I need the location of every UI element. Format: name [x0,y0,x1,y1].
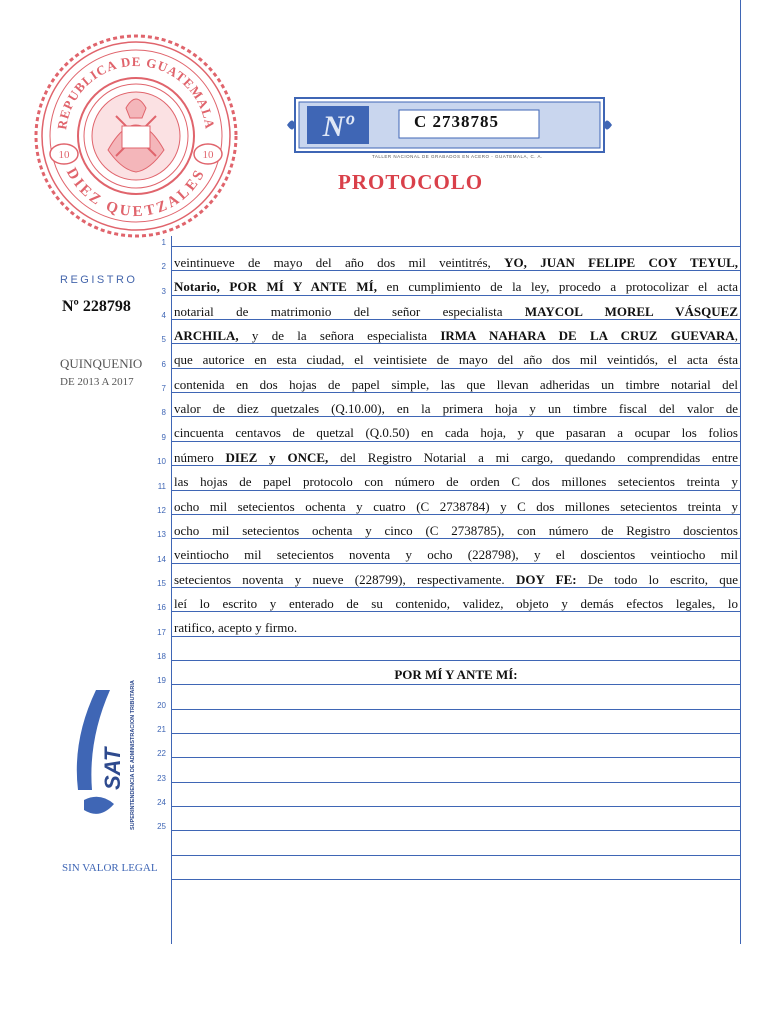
line-number: 11 [157,481,166,491]
rule-line [172,660,740,661]
text-line [174,304,738,320]
left-margin-line [171,236,172,944]
seal-bottom-text: DIEZ QUETZALES [62,165,210,221]
line-number: 14 [157,554,166,564]
text-line [174,255,738,271]
line-number: 21 [157,725,166,734]
text-line [174,377,738,393]
text-segment: leí lo escrito y enterado de su contenido, validez, objeto y demás efectos legales, lo [174,595,738,611]
rule-line [172,782,740,783]
text-line [174,450,738,466]
text-segment: notarial de matrimonio del señor especialista [174,303,525,319]
text-segment: que autorice en esta ciudad, el veintisiete de mayo del año dos mil veintidós, el acta ésta [174,352,738,368]
text-line [174,523,738,539]
text-line [174,425,738,441]
text-segment: setecientos noventa y nueve (228799), respectivamente. [174,571,516,587]
bold-text: DOY FE: [515,571,577,587]
line-number: 6 [161,359,166,369]
sin-valor-legal: SIN VALOR LEGAL [62,862,158,874]
text-line [174,474,738,490]
text-segment: ratifico, acepto y firmo. [174,620,298,636]
text-line [174,547,738,563]
line-number: 15 [157,578,166,588]
line-number: 17 [157,627,166,637]
bold-text: ARCHILA, [174,328,239,344]
text-segment: , [734,328,738,344]
line-number: 25 [157,822,166,832]
rule-line [172,855,740,856]
text-segment: cincuenta centavos de quetzal (Q.0.50) en cada hoja, y que pasaran a ocupar los folios [174,425,738,441]
line-number: 18 [157,651,166,661]
line-number: 22 [157,749,166,759]
text-line [174,499,738,515]
stamp-prefix: Nº [322,110,354,143]
line-number: 1 [161,238,166,247]
guatemala-seal-icon [30,30,242,242]
line-number: 7 [161,384,166,394]
text-segment: del Registro Notarial a mi cargo, quedando comprendidas entre [328,449,738,465]
line-number: 3 [161,286,166,296]
registro-label: REGISTRO [60,274,138,286]
text-line [174,596,738,612]
line-number: 13 [157,530,166,540]
text-line [174,401,738,417]
line-number: 19 [157,676,166,686]
registro-number: Nº 228798 [62,298,131,315]
line-number: 12 [157,505,166,515]
line-number: 8 [161,408,166,418]
text-segment: ocho mil setecientos ochenta y cuatro (C 2738784) y C dos millones setecientos treinta y [174,498,738,514]
seal-value-right: 10 [202,149,214,161]
sat-vertical-text: SUPERINTENDENCIA DE ADMINISTRACION TRIBUTARIA [130,680,136,830]
bold-text: DIEZ y ONCE, [225,449,329,465]
line-number: 10 [157,457,166,467]
rule-line [172,684,740,685]
rule-line [172,246,740,247]
line-number: 20 [157,700,166,710]
text-line [174,279,738,295]
rule-line [172,757,740,758]
seal-top-text: REPUBLICA DE GUATEMALA [54,53,218,131]
text-segment: las hojas de papel protocolo con número de orden C dos millones setecientos treinta y [174,474,738,490]
text-segment: contenida en dos hojas de papel simple, las que llevan adheridas un timbre notarial del [174,376,738,392]
rule-line [172,733,740,734]
text-segment: ocho mil setecientos ochenta y cinco (C 2738785), con número de Registro doscientos [174,522,738,538]
text-line [174,620,738,636]
rule-line [172,709,740,710]
page-title: PROTOCOLO [338,170,484,194]
line-number: 5 [161,335,166,345]
quinquenio-label: QUINQUENIO [60,356,143,371]
quinquenio-range: DE 2013 A 2017 [60,376,134,388]
rule-line [172,806,740,807]
text-segment: en cumplimiento de la ley, procedo a protocolizar el acta [376,279,738,295]
text-segment: número [174,449,226,465]
text-line [174,352,738,368]
line-number: 9 [161,432,166,442]
text-line [174,328,738,344]
bold-text: YO, JUAN FELIPE COY TEYUL, [504,255,738,270]
bold-text: IRMA NAHARA DE LA CRUZ GUEVARA [440,328,735,344]
line-number: 16 [157,603,166,613]
text-segment: y de la señora especialista [238,328,441,344]
line-number: 23 [157,773,166,783]
stamp-caption: TALLER NACIONAL DE GRABADOS EN ACERO - GUATEMALA, C. A. [372,154,543,159]
text-line [174,572,738,588]
seal-value-left: 10 [58,149,70,161]
right-margin-line [740,0,741,944]
line-number: 2 [161,262,166,272]
text-segment: valor de diez quetzales (Q.10.00), en la primera hoja y un timbre fiscal del valor de [174,401,738,417]
rule-line [172,830,740,831]
stamp-number: C 2738785 [414,112,500,131]
text-segment: veintinueve de mayo del año dos mil veintitrés, [174,255,505,270]
rule-line [172,879,740,880]
text-segment: De todo lo escrito, que [576,571,738,587]
bold-text: MAYCOL MOREL VÁSQUEZ [524,303,738,319]
sat-logo-text: SAT [100,747,125,790]
line-number: 24 [157,798,166,808]
signature-line: POR MÍ Y ANTE MÍ: [394,667,518,682]
bold-text: Notario, POR MÍ Y ANTE MÍ, [174,279,377,295]
line-number: 4 [161,311,166,321]
text-segment: veintiocho mil setecientos noventa y ocho (228798), y el doscientos veintiocho mil [174,547,738,563]
